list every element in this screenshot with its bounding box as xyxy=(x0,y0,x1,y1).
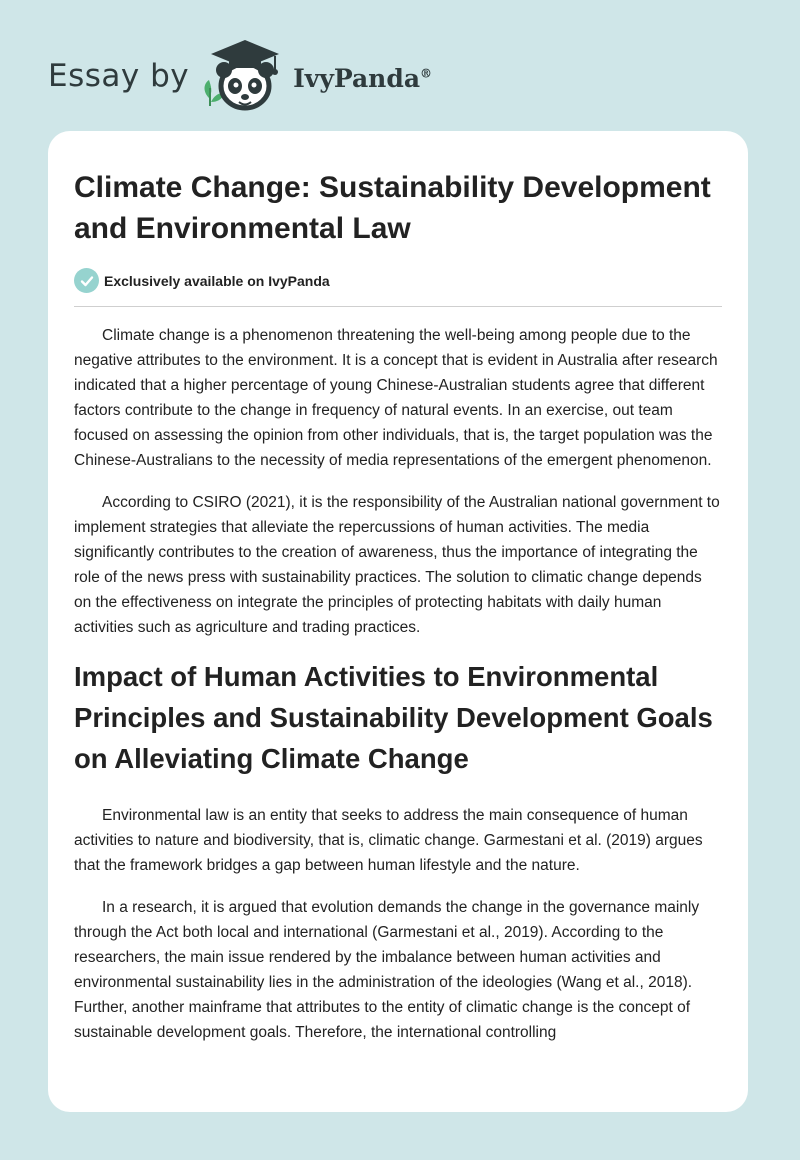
article-card xyxy=(48,131,748,1112)
section-heading: Impact of Human Activities to Environmental Principles and Sustainability Development Goals on Alleviating Climate Change xyxy=(74,661,713,774)
brand-prefix: Essay by xyxy=(48,58,190,94)
brand-name: IvyPanda® xyxy=(293,63,433,93)
brand-header xyxy=(48,36,432,116)
paragraph: According to CSIRO (2021), it is the responsibility of the Australian national government to implement strategies that alleviate the repercussions of human activities. The media significantly contributes to the creation of awareness, thus the importance of integrating the role of the news press with sustainability practices. The solution to climatic change depends on the effectiveness on integrate the principles of protecting habitats with daily human activities such as agriculture and trading practices. xyxy=(74,494,720,636)
paragraph: Climate change is a phenomenon threatening the well-being among people due to the negative attributes to the environment. It is a concept that is evident in Australia after research indicated that a higher percentage of young Chinese-Australian students agree that different factors contribute to the change in frequency of natural events. In an exercise, out team focused on assessing the opinion from other individuals, that is, the target population was the Chinese-Australians to the necessity of media representations of the emergent phenomenon. xyxy=(74,327,718,469)
paragraph: In a research, it is argued that evolution demands the change in the governance mainly through the Act both local and international (Garmestani et al., 2019). According to the researchers, the main issue rendered by the imbalance between human activities and environmental sustainability lies in the administration of the ideologies (Wang et al., 2018). Further, another mainframe that attributes to the entity of climatic change is the concept of sustainable development goals. Therefore, the international controlling xyxy=(74,899,700,1041)
check-icon xyxy=(74,268,99,293)
exclusive-label: Exclusively available on IvyPanda xyxy=(104,272,330,289)
registered-mark: ® xyxy=(420,66,433,81)
panda-graduation-cap-icon xyxy=(195,36,291,116)
article-title: Climate Change: Sustainability Development and Environmental Law xyxy=(74,171,711,245)
exclusive-badge xyxy=(74,268,722,307)
paragraph: Environmental law is an entity that seeks to address the main consequence of human activities to nature and biodiversity, that is, climatic change. Garmestani et al. (2019) argues that the framework bridges a gap between human lifestyle and the nature. xyxy=(74,807,703,874)
